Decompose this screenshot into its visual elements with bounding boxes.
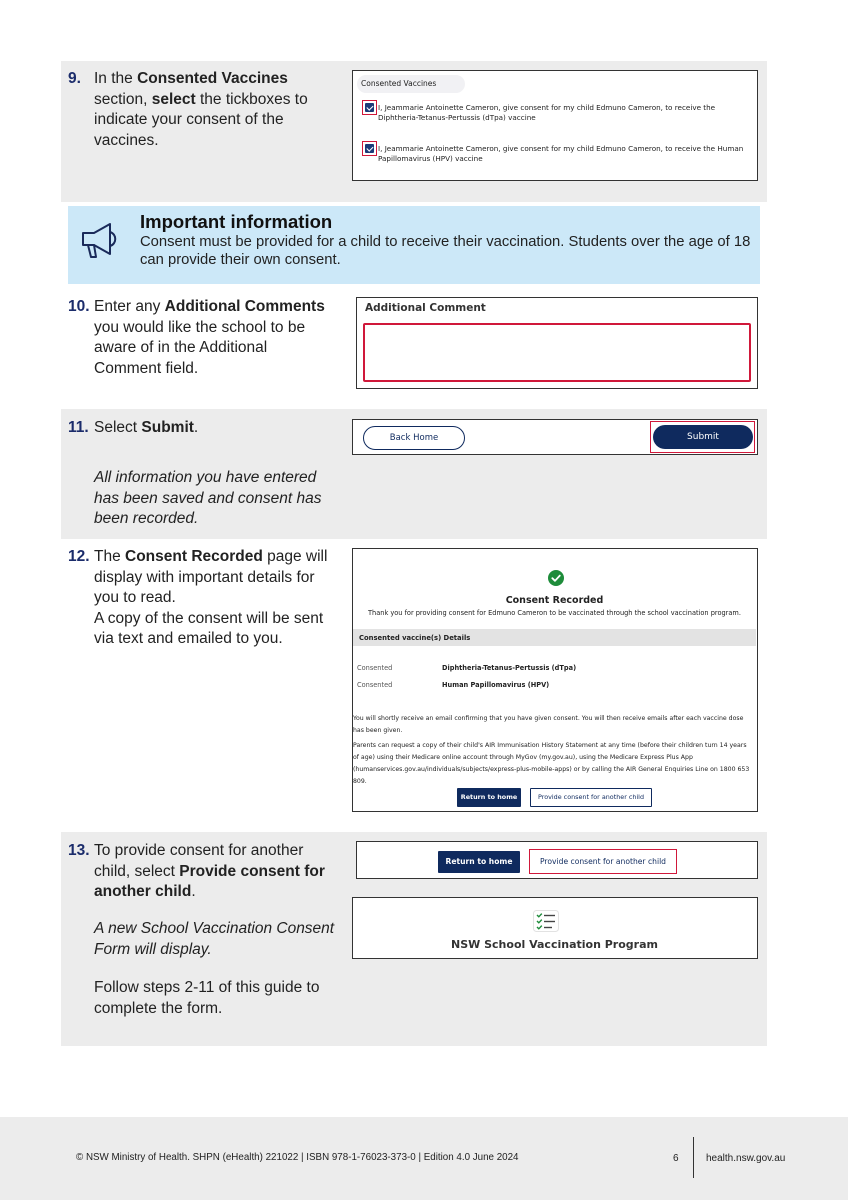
back-home-button[interactable]: Back Home [363, 426, 465, 450]
hpv-consent-label: I, Jeammarie Antoinette Cameron, give consent for my child Edmuno Cameron, to receive the Human Papillomavirus (HPV) vaccine [378, 144, 744, 163]
hpv-consent-checkbox[interactable] [365, 144, 374, 153]
check-circle-icon [548, 570, 564, 586]
consent-recorded-subtitle: Thank you for providing consent for Edmuno Cameron to be vaccinated through the school vaccination program. [368, 609, 741, 617]
consent-recorded-screenshot [352, 548, 758, 812]
important-info-title: Important information [140, 211, 333, 232]
dtpa-consent-checkbox[interactable] [365, 103, 374, 112]
additional-comment-label: Additional Comment [365, 302, 486, 314]
step-number: 9. [68, 70, 81, 87]
consent-recorded-heading: Consent Recorded [505, 595, 604, 606]
vaccine-name: Human Papillomavirus (HPV) [442, 681, 550, 689]
submit-screenshot [352, 419, 758, 455]
step-12-text: 12. The Consent Recorded page will display with important details for you to read. A copy of the consent will be sent via text and emailed to you. [68, 548, 328, 647]
consent-form-screenshot [352, 897, 758, 959]
checklist-icon [533, 910, 559, 932]
megaphone-icon [80, 220, 126, 260]
provide-consent-another-child-button[interactable]: Provide consent for another child [530, 788, 652, 807]
program-title: NSW School Vaccination Program [451, 938, 658, 951]
page-number: 6 [673, 1153, 679, 1164]
vaccine-name: Diphtheria-Tetanus-Pertussis (dTpa) [442, 664, 577, 672]
consent-status: Consented [357, 664, 393, 672]
step-number: 11. [68, 419, 89, 436]
footer-divider [693, 1137, 694, 1178]
return-to-home-button[interactable]: Return to home [438, 851, 520, 873]
footer-copyright: © NSW Ministry of Health. SHPN (eHealth) 221022 | ISBN 978-1-76023-373-0 | Edition 4.0 June 2024 [76, 1152, 519, 1163]
consented-vaccines-tab-label: Consented Vaccines [361, 79, 437, 88]
step-number: 12. [68, 548, 90, 565]
step-13-text: 13. To provide consent for another child, select Provide consent for another child. [68, 842, 325, 900]
additional-comment-screenshot [356, 297, 758, 389]
dtpa-consent-label: I, Jeammarie Antoinette Cameron, give consent for my child Edmuno Cameron, to receive the Diphtheria-Tetanus-Pertussis (dTpa) vaccine [378, 103, 716, 122]
confirmation-email-text: You will shortly receive an email confirming that you have given consent. You will then receive emails after each vaccine dose has been given. [353, 715, 744, 734]
consent-status: Consented [357, 681, 393, 689]
another-child-screenshot [356, 841, 758, 879]
step-11-note: All information you have entered has been saved and consent has been recorded. [94, 469, 322, 527]
step-9-text: 9. In the Consented Vaccines section, select the tickboxes to indicate your consent of the vaccines. [68, 70, 308, 149]
footer-website: health.nsw.gov.au [706, 1153, 786, 1164]
important-info-text: Consent must be provided for a child to receive their vaccination. Students over the age of 18 can provide their own consent. [140, 234, 751, 268]
step-11-text: 11. Select Submit. [68, 418, 338, 439]
return-to-home-button[interactable]: Return to home [457, 788, 521, 807]
step-13-note: A new School Vaccination Consent Form will display. [94, 920, 335, 958]
step-10-text: 10. Enter any Additional Comments you would like the school to be aware of in the Additional Comment field. [68, 298, 325, 377]
step-13-followup: Follow steps 2-11 of this guide to complete the form. [94, 979, 320, 1017]
provide-consent-another-child-button[interactable]: Provide consent for another child [539, 857, 667, 866]
step-number: 13. [68, 842, 90, 859]
air-statement-text: Parents can request a copy of their child's AIR Immunisation History Statement at any time (before their children turn 14 years of age) using their Medicare online account through MyGov (my.gov.au), using the Medicare Express Plus App (humanservices.gov.au/individuals/subjects/express-plus-mobile-apps) or by calling the AIR General Enquiries Line on 1800 653 809. [353, 742, 750, 785]
footer [0, 1117, 848, 1200]
submit-button[interactable]: Submit [653, 425, 753, 449]
step-number: 10. [68, 298, 90, 315]
consented-vaccines-screenshot [352, 70, 758, 181]
details-header: Consented vaccine(s) Details [359, 634, 471, 642]
additional-comment-field[interactable] [363, 323, 751, 382]
